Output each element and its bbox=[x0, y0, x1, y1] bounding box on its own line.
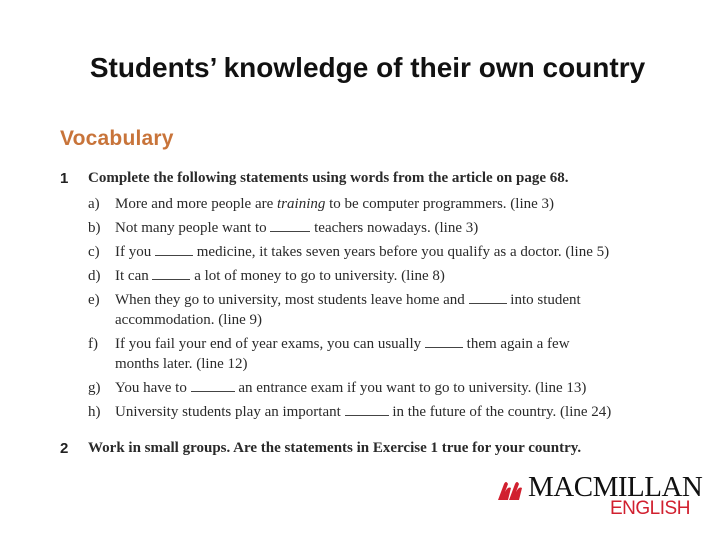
item-text: You have to an entrance exam if you want to go to university. (line 13) bbox=[115, 380, 587, 396]
item-text: Not many people want to teachers nowadays. (line 3) bbox=[115, 220, 479, 236]
blank-line bbox=[191, 379, 235, 392]
item-letter: h) bbox=[88, 404, 101, 420]
item-text: If you medicine, it takes seven years before you qualify as a doctor. (line 5) bbox=[115, 244, 610, 260]
item-text-continued: accommodation. (line 9) bbox=[115, 312, 263, 328]
item-text: If you fail your end of year exams, you can usually them again a few bbox=[115, 336, 570, 352]
blank-line bbox=[425, 335, 463, 348]
item-text: More and more people are training to be computer programmers. (line 3) bbox=[115, 196, 555, 212]
item-letter: a) bbox=[88, 196, 100, 212]
item-letter: b) bbox=[88, 220, 101, 236]
slide-title: Students’ knowledge of their own country bbox=[89, 52, 646, 83]
macmillan-english-logo bbox=[496, 471, 703, 520]
logo-wordmark: MACMILLAN bbox=[528, 471, 703, 503]
emphasis-word: training bbox=[277, 196, 326, 212]
exercise-instruction: Complete the following statements using words from the article on page 68. bbox=[88, 170, 569, 186]
macmillan-flame-icon bbox=[496, 478, 526, 502]
item-letter: g) bbox=[88, 380, 101, 396]
item-text: When they go to university, most students leave home and into student bbox=[115, 292, 581, 308]
exercise-instruction: Work in small groups. Are the statements in Exercise 1 true for your country. bbox=[88, 440, 582, 456]
logo-subtitle: ENGLISH bbox=[610, 498, 690, 519]
blank-line bbox=[270, 219, 310, 232]
item-letter: c) bbox=[88, 244, 100, 260]
blank-line bbox=[155, 243, 193, 256]
blank-line bbox=[152, 267, 190, 280]
item-letter: d) bbox=[88, 268, 101, 284]
section-heading: Vocabulary bbox=[60, 127, 174, 150]
item-text: University students play an important in the future of the country. (line 24) bbox=[115, 404, 612, 420]
blank-line bbox=[469, 291, 507, 304]
item-text: It can a lot of money to go to university. (line 8) bbox=[115, 268, 445, 284]
exercise-number: 2 bbox=[60, 440, 69, 457]
item-letter: f) bbox=[88, 336, 98, 352]
item-text-continued: months later. (line 12) bbox=[115, 356, 248, 372]
item-letter: e) bbox=[88, 292, 100, 308]
blank-line bbox=[345, 403, 389, 416]
exercise-number: 1 bbox=[60, 170, 69, 187]
